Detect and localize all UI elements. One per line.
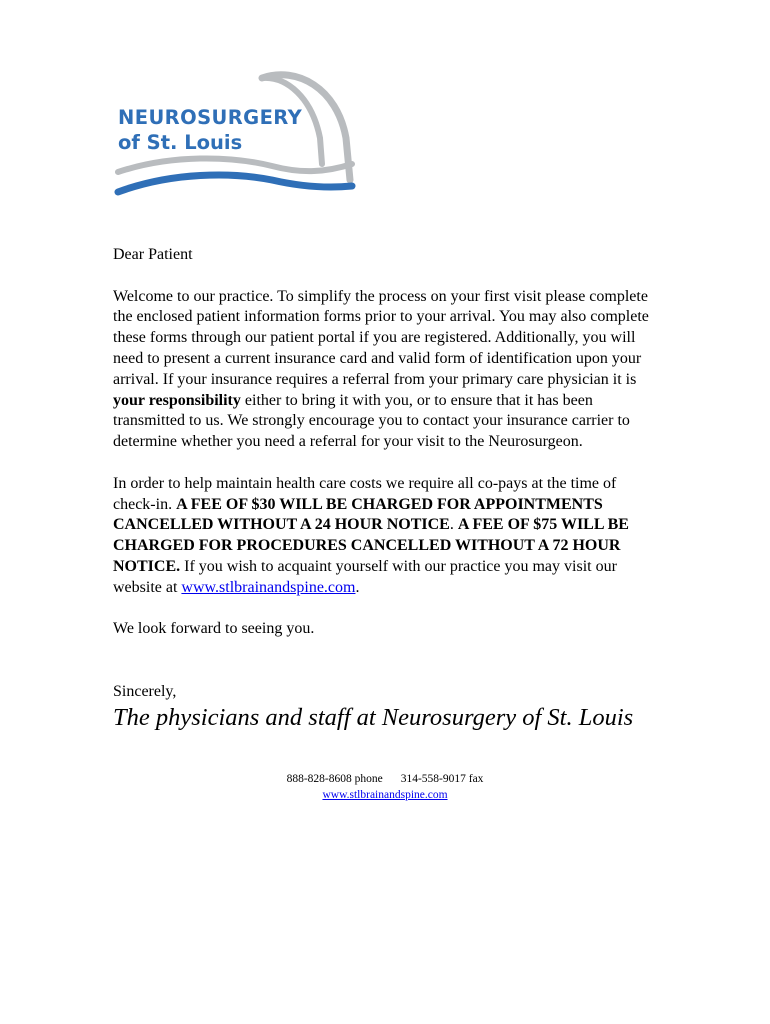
website-link[interactable]: www.stlbrainandspine.com xyxy=(181,578,356,596)
responsibility-emphasis: your responsibility xyxy=(113,391,241,409)
contact-numbers xyxy=(0,771,770,787)
welcome-paragraph xyxy=(113,287,658,453)
fees-paragraph xyxy=(113,474,658,599)
letter-body xyxy=(113,245,658,733)
practice-logo xyxy=(112,68,362,203)
appointment-fee-notice: A FEE OF $30 WILL BE CHARGED FOR APPOINTMENTS CANCELLED WITHOUT A 24 HOUR NOTICE xyxy=(113,495,603,534)
closing-line: We look forward to seeing you. xyxy=(113,620,315,638)
welcome-text-continued: either to bring it with you, or to ensure that it has been transmitted to us. We strongly encourage you to contact your insurance carrier to determine whether you need a referral for your visit to the Neurosurgeon. xyxy=(113,391,630,451)
procedure-fee-notice: A FEE OF $75 WILL BE CHARGED FOR PROCEDURES CANCELLED WITHOUT A 72 HOUR NOTICE. xyxy=(113,516,629,575)
website-invite-text: If you wish to acquaint yourself with our practice you may visit our website at xyxy=(113,557,617,596)
phone-number: 888-828-8608 phone xyxy=(286,773,383,785)
fee-separator: . xyxy=(449,516,458,534)
salutation: Dear Patient xyxy=(113,246,193,263)
welcome-text: Welcome to our practice. To simplify the process on your first visit please complete the enclosed patient information forms prior to your arrival. You may also complete these forms through our patient portal if you are registered. Additionally, you will need to present a current insurance card and valid form of identification upon your arrival. If your insurance requires a referral from your primary care physician it is xyxy=(113,287,649,388)
logo-text-of-st-louis: of St. Louis xyxy=(118,131,243,154)
signoff: Sincerely, xyxy=(113,682,177,700)
period: . xyxy=(355,578,360,596)
contact-footer xyxy=(0,771,770,803)
copay-text: In order to help maintain health care costs we require all co-pays at the time of check-in. xyxy=(113,474,617,513)
signature: The physicians and staff at Neurosurgery of St. Louis xyxy=(113,703,634,731)
logo-text-neurosurgery: NEUROSURGERY xyxy=(118,106,303,129)
footer-website-link[interactable]: www.stlbrainandspine.com xyxy=(322,789,448,801)
fax-number: 314-558-9017 fax xyxy=(400,773,484,785)
